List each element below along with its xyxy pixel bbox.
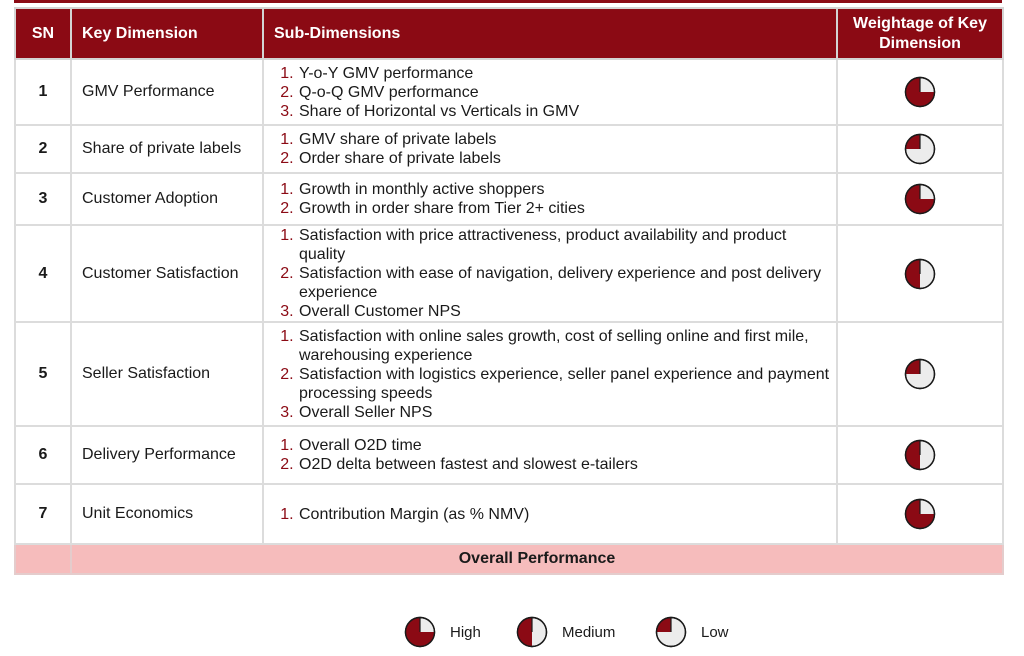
header-key-dimension: Key Dimension (71, 8, 263, 59)
sub-dimension-item: 3. Share of Horizontal vs Verticals in GMV (298, 102, 830, 121)
legend-label-low: Low (701, 623, 729, 641)
sub-dimension-item: 1. Y-o-Y GMV performance (298, 64, 830, 83)
header-row (15, 8, 1003, 59)
overall-row (15, 544, 1003, 574)
table-row (15, 426, 1003, 484)
table-row (15, 59, 1003, 125)
sub-dimension-item: 2. Satisfaction with ease of navigation, delivery experience and post delivery experience (298, 264, 830, 302)
sub-dimension-item: 1. Satisfaction with price attractiveness, product availability and product quality (298, 226, 830, 264)
legend-item-medium (516, 614, 615, 650)
low-pie-icon (655, 616, 687, 648)
row-weightage (837, 173, 1003, 225)
medium-pie-icon (516, 616, 548, 648)
sub-dimension-item: 1. Contribution Margin (as % NMV) (298, 505, 830, 524)
header-sn: SN (15, 8, 71, 59)
row-sub-dimensions (263, 322, 837, 426)
table-row (15, 484, 1003, 544)
table-row (15, 173, 1003, 225)
row-weightage (837, 484, 1003, 544)
weightage-pie-icon (904, 76, 936, 108)
high-pie-icon (404, 616, 436, 648)
overall-sn-cell (15, 544, 71, 574)
weightage-pie-icon (904, 183, 936, 215)
weightage-pie-icon (904, 358, 936, 390)
sub-dimension-item: 2. Order share of private labels (298, 149, 830, 168)
row-key-dimension: Seller Satisfaction (71, 322, 263, 426)
legend-label-medium: Medium (562, 623, 616, 641)
weightage-pie-icon (904, 439, 936, 471)
row-weightage (837, 125, 1003, 173)
row-sub-dimensions (263, 484, 837, 544)
row-weightage (837, 225, 1003, 322)
sub-dimension-item: 2. Q-o-Q GMV performance (298, 83, 830, 102)
sub-dimension-item: 3. Overall Customer NPS (298, 302, 830, 321)
row-weightage (837, 322, 1003, 426)
sub-dimension-list (272, 64, 830, 121)
row-sn: 4 (15, 225, 71, 322)
sub-dimension-list (272, 505, 830, 524)
sub-dimension-item: 2. Growth in order share from Tier 2+ cities (298, 199, 830, 218)
sub-dimension-list (272, 180, 830, 218)
row-sn: 3 (15, 173, 71, 225)
row-weightage (837, 426, 1003, 484)
sub-dimension-list (272, 327, 830, 422)
legend-label-high: High (450, 623, 481, 641)
row-sn: 2 (15, 125, 71, 173)
sub-dimension-item: 1. Overall O2D time (298, 436, 830, 455)
legend-item-high (404, 614, 481, 650)
pie-fill (906, 441, 920, 470)
sub-dimension-item: 1. Satisfaction with online sales growth, cost of selling online and first mile, warehousing experience (298, 327, 830, 365)
dimensions-table (14, 7, 1004, 575)
header-weightage-line2: Dimension (879, 34, 961, 52)
row-key-dimension: Share of private labels (71, 125, 263, 173)
row-sub-dimensions (263, 426, 837, 484)
row-sub-dimensions (263, 173, 837, 225)
header-weightage (837, 8, 1003, 59)
row-sn: 7 (15, 484, 71, 544)
row-sn: 5 (15, 322, 71, 426)
sub-dimension-list (272, 436, 830, 474)
sub-dimension-item: 2. O2D delta between fastest and slowest e-tailers (298, 455, 830, 474)
sub-dimension-item: 2. Satisfaction with logistics experience, seller panel experience and payment processing speeds (298, 365, 830, 403)
overall-performance-label: Overall Performance (71, 544, 1003, 574)
sub-dimension-list (272, 130, 830, 168)
header-weightage-line1: Weightage of Key (853, 14, 987, 32)
legend-item-low (655, 614, 729, 650)
row-key-dimension: GMV Performance (71, 59, 263, 125)
header-sub-dimensions: Sub-Dimensions (263, 8, 837, 59)
sub-dimension-item: 3. Overall Seller NPS (298, 403, 830, 422)
row-sn: 6 (15, 426, 71, 484)
row-key-dimension: Customer Satisfaction (71, 225, 263, 322)
pie-fill (518, 618, 532, 647)
pie-fill (906, 259, 920, 288)
weightage-legend (0, 614, 1024, 650)
row-key-dimension: Unit Economics (71, 484, 263, 544)
row-key-dimension: Customer Adoption (71, 173, 263, 225)
row-sub-dimensions (263, 225, 837, 322)
weightage-pie-icon (904, 133, 936, 165)
weightage-pie-icon (904, 498, 936, 530)
sub-dimension-item: 1. Growth in monthly active shoppers (298, 180, 830, 199)
row-sub-dimensions (263, 59, 837, 125)
row-sn: 1 (15, 59, 71, 125)
sub-dimension-list (272, 226, 830, 321)
row-sub-dimensions (263, 125, 837, 173)
row-key-dimension: Delivery Performance (71, 426, 263, 484)
table-row (15, 125, 1003, 173)
table-row (15, 322, 1003, 426)
top-accent-rule (14, 0, 1002, 3)
sub-dimension-item: 1. GMV share of private labels (298, 130, 830, 149)
weightage-pie-icon (904, 258, 936, 290)
row-weightage (837, 59, 1003, 125)
table-row (15, 225, 1003, 322)
